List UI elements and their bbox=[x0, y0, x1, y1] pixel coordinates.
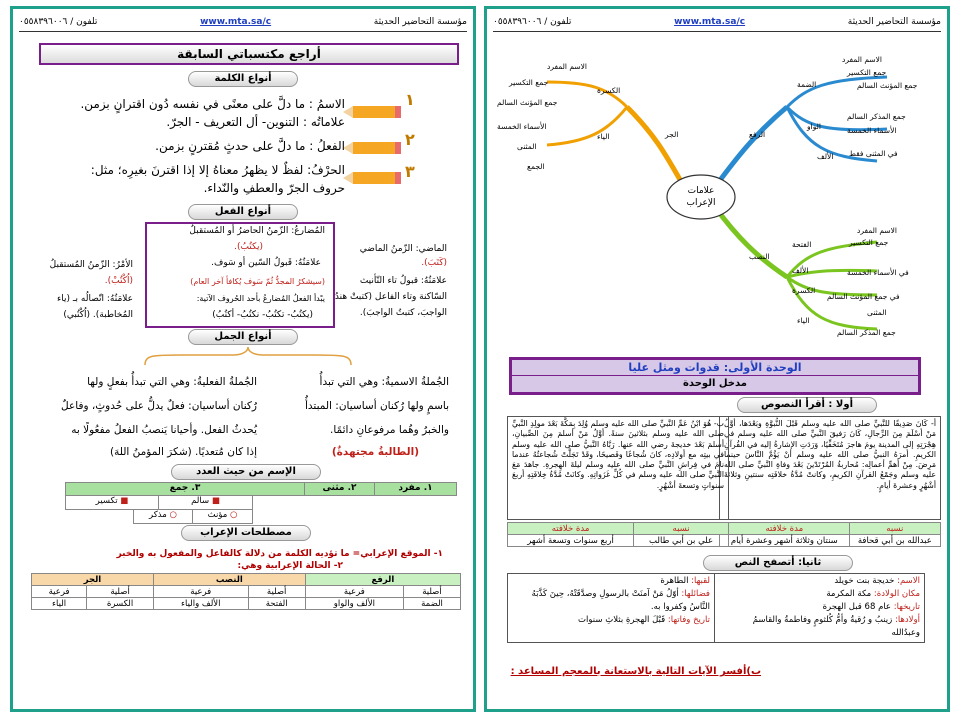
parsing-table bbox=[31, 573, 461, 610]
header-site[interactable]: www.mta.sa/c bbox=[200, 16, 272, 27]
left-page: مؤسسة التحاضير الحديثة www.mta.sa/c تلفون / ٠٥٥٨٣٩٦٠٠٦ أراجع مكتسباتي السابقة أنواع الكلمة ١ الاسمُ : ما دلَّ على معنًى في نفسه دُون اقترانٍ بزمن. علاماتُه : التنوين- أل التعريف - الجرّ. ٢ الفعلُ : ما دلَّ على حدثٍ مُقترنٍ بزمن. ٣ الحرْفُ: لفظٌ لا يظهرُ معناهُ إلا إذا اقترنَ بغيرِه؛ مثل: حروف الجرّ والعطفِ والنّداء. أنواع الفعل الماضي: الزّمنُ الماضي (كَتَبَ). علامَتُهُ: قبولُ تاء التّأنيث السّاكنة وتاء الفاعل (كتبتْ هندُ الواجبَ، كتبتُ الواجبَ). المُضارعُ: الزّمنُ الحاضرُ أو المُستقبلُ (يكتُبُ). علامَتُهُ: قَبولُ السّين أو سَوف. (سيشكرُ المجدُّ ثُمّ سَوف يُكافأ آخر العام) يبْدأ الفعلُ المُضارعُ بأحد الحُروف الآتية: (يكتُبُ- تكتُبُ- نكتُبُ- أكتُبُ) الأمْرُ: الزّمنُ المُستقبلُ (اُكْتُبْ). علامَتُهُ: اتّصالُه بـ (ياء المُخاطبة). (اُكْتُبي) أنواع الجمل الجُملةُ الاسميةُ: وهي التي تبدأُ باسمٍ ولها رُكنان أساسيان: المبتدأُ والخبرُ وهُما مرفوعانِ دائمًا. (الطالبةُ مجتهدةٌ) الجُملةُ الفعليةُ: وهي التي تبدأُ بفعلٍ ولها رُكنان أساسيان: فعلٌ يدلُّ على حُدوثٍ، وفاعلٌ يُحدثُ الفعل. وأحيانا يَنصبُ الفعلُ مفعُولًا به إذا كان مُتعديًا. (شكرَ المؤمنُ اللهَ) الإسم من حيث العدد ١. مفرد ٢. مثنى ٣. جمع ■ سالم ■ تكسير ○ مؤنث ○ مذكر مصطلحات الإعراب ١- الموقع الإعرابي= ما تؤديه الكلمة من دلالة كالفاعل والمفعول به والخبر ٢- الحالة الإعرابية وهي: الرفع النصب الجر أصلية فرعية أصلية فرعية أصلية فرعية الضمة الألف والواو الفتحة الألف والياء الكسرة الياء bbox=[10, 6, 476, 712]
verb-types-heading: أنواع الفعل bbox=[188, 204, 298, 220]
page-header bbox=[19, 12, 467, 32]
noun-signs: علاماتُه : التنوين- أل التعريف - الجرّ. bbox=[166, 115, 345, 129]
svg-text:جمع التكسير: جمع التكسير bbox=[849, 238, 889, 247]
jar-label: الجر bbox=[665, 130, 679, 139]
unit-title: الوحدة الأولى: قدوات ومثل عليا bbox=[512, 360, 918, 376]
table-row: عبدالله بن أبي قحافة سنتان وثلاثة أشهر وعشرة أيام bbox=[720, 535, 941, 547]
feminine-plural: مؤنث bbox=[207, 510, 228, 520]
sentence-types-heading: أنواع الجمل bbox=[188, 329, 298, 345]
alif-label: الألف bbox=[817, 152, 834, 161]
parsing-position-line: ١- الموقع الإعرابي= ما تؤديه الكلمة من دلالة كالفاعل والمفعول به والخبر bbox=[116, 549, 443, 559]
pencil-1-icon bbox=[343, 105, 401, 119]
svg-text:جمع المذكر السالم: جمع المذكر السالم bbox=[837, 328, 896, 337]
khadija-card bbox=[507, 573, 925, 643]
table-row: علي بن أبي طالب أربع سنوات وتسعة أشهر bbox=[508, 535, 729, 547]
parsing-signs-mindmap bbox=[487, 37, 947, 357]
khadija-card-left: لقبها: الطاهرة فضائلها: أوّلُ مَنْ آمنَتْ بالرسولِ وصدَّقَتْهُ، حِينَ كَذَّبَهُ النَّاسُ وكفروا به. تاريخ وفاتها: قَبْلَ الهجرةِ بثلاثِ سنوات bbox=[531, 576, 710, 625]
number-table bbox=[65, 482, 457, 496]
parsing-state-line: ٢- الحالة الإعرابية وهي: bbox=[237, 561, 343, 571]
svg-text:الاسم المفرد: الاسم المفرد bbox=[842, 55, 882, 64]
table-row: نسبه مدة خلافته bbox=[508, 523, 729, 535]
number-heading: الإسم من حيث العدد bbox=[171, 464, 321, 480]
svg-text:الاسم المفرد: الاسم المفرد bbox=[857, 226, 897, 235]
masculine-plural: مذكر bbox=[149, 510, 167, 520]
task-line: ب)أفسر الآيات التالية بالاستعانة بالمعجم المساعد : bbox=[510, 666, 761, 677]
header-phone: تلفون / ٠٥٥٨٣٩٦٠٠٦ bbox=[493, 16, 572, 27]
nasb-label: النصب bbox=[749, 252, 770, 261]
header-phone: تلفون / ٠٥٥٨٣٩٦٠٠٦ bbox=[19, 16, 98, 27]
svg-text:في جمع المؤنث السالم: في جمع المؤنث السالم bbox=[827, 292, 900, 301]
passage-b: ب- هُوَ ابْنُ عَمِّ النَّبيِّ صلى الله عليه وسلم وُلِدَ بِمَكَّةَ بَعْدَ مولِدِ النَّبيِّ صلى الله عليه وسلم بثلاثينَ سنةً. أوَّلُ مَنْ أسلمَ مِنَ الصِّبيانِ، أسلمَ بَعْدَ خديجةَ رضي الله عنها. رَبَّاهُ النَّبيُّ صلى الله عليه وسلم في بيتِه مع أولادِه، كانَ شُجاعًا وفَصيحًا، وقَدْ تَجَلَّتْ شُجاعتُهُ عندما نامَ في فِراشِ النَّبيِّ صلى الله عليه وسلم ليلةَ الهِجرةِ. جاهدَ مَعَ النَّبيِّ صلى الله عليه وسلم في كُلِّ غَزَواتِهِ. وكانَتْ مُدَّةُ خِلافَتِهِ أربعَ سنواتٍ وتسعةَ أشْهُرٍ. bbox=[507, 416, 729, 520]
noun-definition: الاسمُ : ما دلَّ على معنًى في نفسه دُون اقترانٍ بزمن. bbox=[80, 97, 345, 111]
ya2-label: الياء bbox=[797, 316, 810, 325]
mindmap-center-1: علامات bbox=[687, 186, 715, 196]
item-number-1: ١ bbox=[405, 90, 415, 109]
alif2-label: الألف bbox=[792, 266, 809, 275]
passage-a: أ- كَانَ صَدِيقًا للنَّبيِّ صلى الله عليه وسلم قَبْلَ النُّبوَّةِ وبَعْدَها، أوَّلُ مَنْ أسْلَمَ مِنَ الرِّجالِ، كَانَ رَفيقَ النَّبيِّ صلى الله عليه وسلم في هِجْرَتِهِ إلى المدينة يومَ هاجرَ مُتَخَفِّيًا، وَرَدَتِ الإشارةُ إليه في القُرآنِ الكريمِ. أمرَهُ النبيُّ صلى الله عليه وسلم أنْ يَؤُمَّ النَّاسَ حينما مَرِضَ. مِنْ أهمِّ أعمالِه: مُحاربةُ المُرْتَدّينَ بَعْدَ وفاةِ النَّبيِّ صلى الله عليه وسلم وجَمْعُ القرآنِ الكريمِ، وكانتْ مُدَّةُ خلافَتِه سنتينِ وثلاثةَ أشْهُرٍ وعشرةَ أيامٍ. bbox=[719, 416, 941, 520]
caliph-b-table bbox=[507, 522, 729, 547]
table-row bbox=[32, 574, 461, 586]
unit-banner bbox=[509, 357, 921, 395]
svg-text:المثنى: المثنى bbox=[517, 142, 537, 151]
svg-text:الأسماء الخمسة: الأسماء الخمسة bbox=[847, 126, 897, 135]
fatha-label: الفتحة bbox=[792, 240, 812, 249]
raf-label: الرفع bbox=[749, 130, 766, 139]
raf-header: الرفع bbox=[305, 574, 460, 586]
sound-plural: سالم bbox=[191, 496, 210, 506]
item-number-3: ٣ bbox=[405, 162, 415, 181]
pencil-3-icon bbox=[343, 171, 401, 185]
svg-text:الاسم المفرد: الاسم المفرد bbox=[547, 62, 587, 71]
page-header bbox=[493, 12, 941, 32]
header-org: مؤسسة التحاضير الحديثة bbox=[847, 16, 941, 27]
waw-label: الواو bbox=[807, 122, 821, 131]
ya-jar-label: الياء bbox=[597, 132, 610, 141]
right-page bbox=[484, 6, 950, 712]
broken-plural: تكسير bbox=[95, 496, 118, 506]
particle-examples: حروف الجرّ والعطفِ والنّداء. bbox=[203, 181, 345, 195]
singular-cell: ١. مفرد bbox=[374, 483, 456, 495]
browse-heading: ثانيا: أتصفح النص bbox=[703, 555, 853, 571]
table-row: أصلية فرعية أصلية فرعية أصلية فرعية bbox=[32, 586, 461, 598]
page-title: أراجع مكتسباتي السابقة bbox=[39, 43, 459, 65]
table-row: الضمة الألف والواو الفتحة الألف والياء الكسرة الياء bbox=[32, 598, 461, 610]
plural-types-row: ■ سالم ■ تكسير bbox=[65, 496, 253, 510]
dual-cell: ٢. مثنى bbox=[304, 483, 374, 495]
table-row: نسبه مدة خلافته bbox=[720, 523, 941, 535]
caliph-a-table bbox=[719, 522, 941, 547]
nasb-header: النصب bbox=[153, 574, 305, 586]
jar-header: الجر bbox=[32, 574, 154, 586]
svg-text:الأسماء الخمسة: الأسماء الخمسة bbox=[497, 122, 547, 131]
word-types-heading: أنواع الكلمة bbox=[188, 71, 298, 87]
svg-text:جمع المؤنث السالم: جمع المؤنث السالم bbox=[857, 81, 918, 90]
header-org: مؤسسة التحاضير الحديثة bbox=[373, 16, 467, 27]
read-texts-heading: أولا : أقرأ النصوص bbox=[737, 397, 877, 413]
parsing-heading: مصطلحات الإعراب bbox=[181, 525, 311, 541]
item-number-2: ٢ bbox=[405, 130, 415, 149]
plural-cell: ٣. جمع bbox=[66, 483, 304, 495]
sentence-brace-icon bbox=[143, 345, 353, 367]
kasra2-label: الكسرة bbox=[792, 286, 816, 295]
svg-text:في الأسماء الخمسة: في الأسماء الخمسة bbox=[847, 268, 909, 277]
svg-text:في المثنى فقط: في المثنى فقط bbox=[849, 149, 898, 158]
mindmap-center-2: الإعراب bbox=[686, 198, 716, 208]
dama-label: الضمة bbox=[797, 80, 817, 89]
gender-row: ○ مؤنث ○ مذكر bbox=[133, 510, 253, 524]
svg-text:جمع المؤنث السالم: جمع المؤنث السالم bbox=[497, 98, 558, 107]
svg-text:المثنى: المثنى bbox=[867, 308, 887, 317]
unit-subtitle: مدخل الوحدة bbox=[683, 378, 747, 389]
svg-text:الجمع: الجمع bbox=[527, 162, 545, 171]
header-site[interactable]: www.mta.sa/c bbox=[674, 16, 746, 27]
khadija-card-right: الاسم: خديجة بنت خويلد مكان الولادة: مكة المكرمة تاريخها: عام 68 قبل الهجرة أولادها: زينبُ و رُقيةُ وأمُّ كُلثومٍ وفاطمةُ والقاسمُ وعبدُالله bbox=[714, 574, 924, 642]
pencil-2-icon bbox=[343, 141, 401, 155]
svg-text:جمع التكسير: جمع التكسير bbox=[847, 68, 887, 77]
svg-text:جمع المذكر السالم: جمع المذكر السالم bbox=[847, 112, 906, 121]
svg-text:جمع التكسير: جمع التكسير bbox=[509, 78, 549, 87]
verb-definition: الفعلُ : ما دلَّ على حدثٍ مُقترنٍ بزمن. bbox=[155, 139, 345, 153]
particle-definition: الحرْفُ: لفظٌ لا يظهرُ معناهُ إلا إذا اقترنَ بغيرِه؛ مثل: bbox=[90, 163, 345, 177]
kasra-jar-label: الكسرة bbox=[597, 86, 621, 95]
